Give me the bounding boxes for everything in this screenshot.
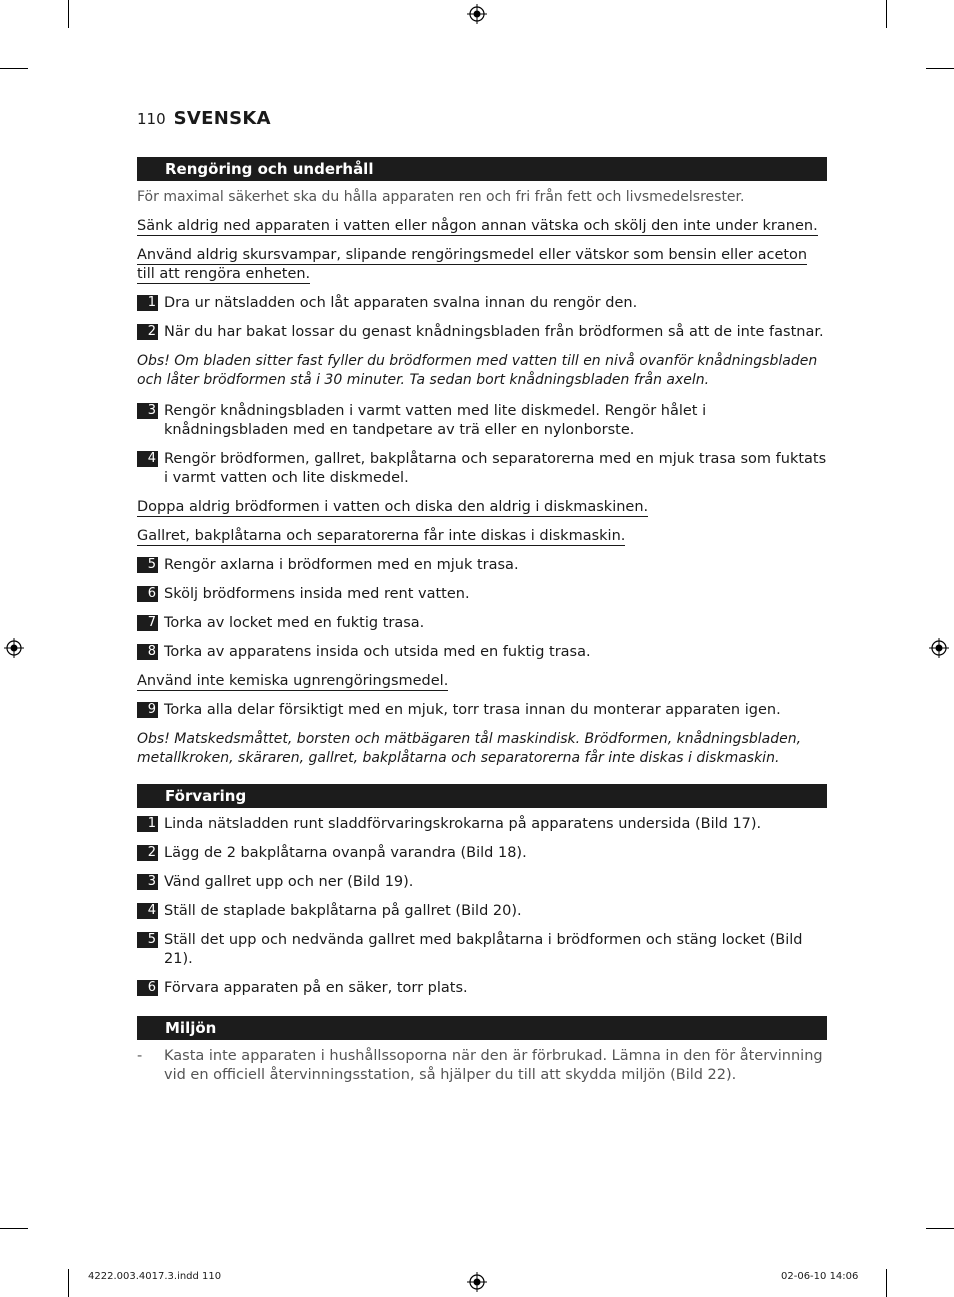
list-item: 4 Ställ de staplade bakplåtarna på gallret (Bild 20). [137,902,827,921]
steps-group-a [137,294,827,342]
storage-steps [137,815,827,998]
warning-no-oven-cleaner: Använd inte kemiska ugnrengöringsmedel. [137,673,449,689]
section-title-storage: Förvaring [137,784,827,808]
list-item: 5 Rengör axlarna i brödformen med en mjuk trasa. [137,556,827,575]
trim-mark [68,0,69,28]
list-item: 3 Vänd gallret upp och ner (Bild 19). [137,873,827,892]
list-item: 1 Dra ur nätsladden och låt apparaten svalna innan du rengör den. [137,294,827,313]
trim-mark [926,1228,954,1229]
steps-group-c [137,556,827,662]
environment-bullet [137,1047,827,1085]
bullet-marker: - [137,1048,143,1064]
page-header [137,108,271,130]
list-item: 8 Torka av apparatens insida och utsida med en fuktig trasa. [137,643,827,662]
warning-no-dishwasher-racks: Gallret, bakplåtarna och separatorerna får inte diskas i diskmaskin. [137,528,626,544]
list-item: 6 Skölj brödformens insida med rent vatten. [137,585,827,604]
trim-mark [0,68,28,69]
steps-group-b [137,402,827,488]
cleaning-intro: För maximal säkerhet ska du hålla apparaten ren och fri från fett och livsmedelsrester. [137,189,745,205]
trim-mark [886,1269,887,1297]
list-item: 5 Ställ det upp och nedvända gallret med bakplåtarna i brödformen och stäng locket (Bild 21). [137,931,827,969]
list-item: 4 Rengör brödformen, gallret, bakplåtarna och separatorerna med en mjuk trasa som fuktats i varmt vatten och lite diskmedel. [137,450,827,488]
registration-mark-icon [467,4,487,24]
warning-no-abrasives: Använd aldrig skursvampar, slipande rengöringsmedel eller vätskor som bensin eller aceton till att rengöra enheten. [137,247,808,282]
list-item: 3 Rengör knådningsbladen i varmt vatten med lite diskmedel. Rengör hålet i knådningsbladen med en tandpetare av trä eller en nylonborste. [137,402,827,440]
list-item: 1 Linda nätsladden runt sladdförvaringskrokarna på apparatens undersida (Bild 17). [137,815,827,834]
registration-mark-icon [467,1272,487,1292]
trim-mark [0,1228,28,1229]
registration-mark-icon [4,638,24,658]
list-item: 2 När du har bakat lossar du genast knådningsbladen från brödformen så att de inte fastnar. [137,323,827,342]
section-title-environment: Miljön [137,1016,827,1040]
steps-group-d [137,701,827,720]
environment-text: Kasta inte apparaten i hushållssoporna när den är förbrukad. Lämna in den för återvinning vid en officiell återvinningsstation, så hjälper du till att skydda miljön (Bild 22). [164,1048,823,1083]
note-blades-stuck: Obs! Om bladen sitter fast fyller du brödformen med vatten till en nivå ovanför knådningsbladen och låter brödformen stå i 30 minuter. Ta sedan bort knådningsbladen från axeln. [137,353,818,388]
trim-mark [926,68,954,69]
footer-datetime: 02-06-10 14:06 [781,1271,859,1282]
trim-mark [886,0,887,28]
note-dishwasher-safe: Obs! Matskedsmåttet, borsten och mätbägaren tål maskindisk. Brödformen, knådningsbladen, metallkroken, skäraren, gallret, bakplåtarna och separatorerna får inte diskas i diskmaskin. [137,731,802,766]
list-item: 9 Torka alla delar försiktigt med en mjuk, torr trasa innan du monterar apparaten igen. [137,701,827,720]
section-title-cleaning: Rengöring och underhåll [137,157,827,181]
trim-mark [68,1269,69,1297]
warning-no-dishwasher-pan: Doppa aldrig brödformen i vatten och diska den aldrig i diskmaskinen. [137,499,649,515]
language-heading: SVENSKA [173,108,271,129]
list-item: 7 Torka av locket med en fuktig trasa. [137,614,827,633]
list-item: 2 Lägg de 2 bakplåtarna ovanpå varandra (Bild 18). [137,844,827,863]
page-content [137,157,827,1085]
warning-no-immerse: Sänk aldrig ned apparaten i vatten eller någon annan vätska och skölj den inte under kranen. [137,218,818,234]
list-item: 6 Förvara apparaten på en säker, torr plats. [137,979,827,998]
page-number: 110 [137,110,166,128]
registration-mark-icon [929,638,949,658]
footer-file-name: 4222.003.4017.3.indd 110 [88,1271,222,1282]
